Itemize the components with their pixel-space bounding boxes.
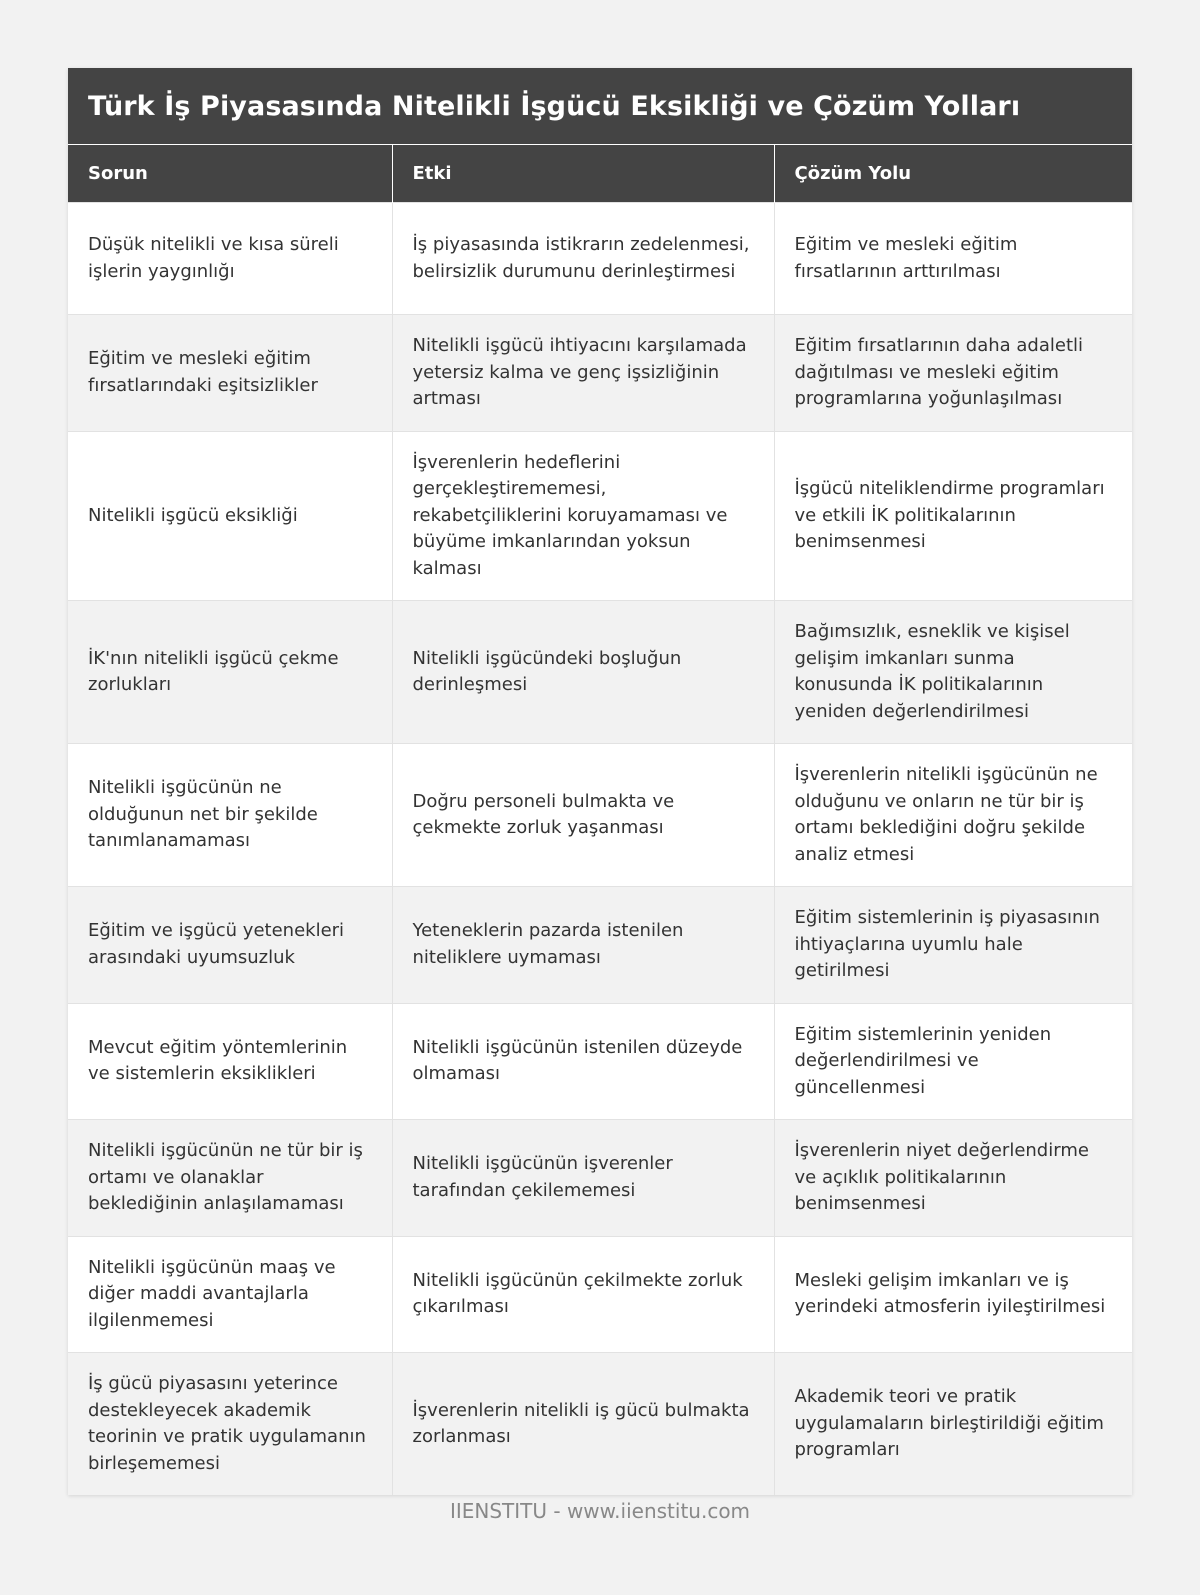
cell-sorun: Eğitim ve mesleki eğitim fırsatlarındaki eşitsizlikler (68, 315, 392, 432)
cell-sorun: Nitelikli işgücünün maaş ve diğer maddi avantajlarla ilgilenmemesi (68, 1236, 392, 1353)
table-row (68, 601, 1132, 744)
cell-etki: Nitelikli işgücünün istenilen düzeyde olmaması (392, 1003, 774, 1120)
data-table (68, 144, 1132, 1495)
cell-sorun: Eğitim ve işgücü yetenekleri arasındaki uyumsuzluk (68, 887, 392, 1004)
page-title: Türk İş Piyasasında Nitelikli İşgücü Eksikliği ve Çözüm Yolları (88, 90, 1021, 122)
cell-sorun: Nitelikli işgücü eksikliği (68, 431, 392, 601)
table-row (68, 1003, 1132, 1120)
cell-sorun: Mevcut eğitim yöntemlerinin ve sistemlerin eksiklikleri (68, 1003, 392, 1120)
table-row (68, 1236, 1132, 1353)
cell-etki: İş piyasasında istikrarın zedelenmesi, belirsizlik durumunu derinleştirmesi (392, 203, 774, 315)
cell-etki: Nitelikli işgücünün çekilmekte zorluk çıkarılması (392, 1236, 774, 1353)
cell-sorun: Nitelikli işgücünün ne olduğunun net bir şekilde tanımlanamaması (68, 744, 392, 887)
table-row (68, 1353, 1132, 1496)
title-bar (68, 68, 1132, 144)
cell-etki: İşverenlerin hedeflerini gerçekleştirememesi, rekabetçiliklerini koruyamaması ve büyüme imkanlarından yoksun kalması (392, 431, 774, 601)
cell-cozum-yolu: Akademik teori ve pratik uygulamaların birleştirildiği eğitim programları (774, 1353, 1132, 1496)
cell-cozum-yolu: Eğitim sistemlerinin iş piyasasının ihtiyaçlarına uyumlu hale getirilmesi (774, 887, 1132, 1004)
cell-cozum-yolu: Bağımsızlık, esneklik ve kişisel gelişim imkanları sunma konusunda İK politikalarının yeniden değerlendirilmesi (774, 601, 1132, 744)
table-card (68, 68, 1132, 1495)
cell-sorun: Düşük nitelikli ve kısa süreli işlerin yaygınlığı (68, 203, 392, 315)
cell-cozum-yolu: Mesleki gelişim imkanları ve iş yerindeki atmosferin iyileştirilmesi (774, 1236, 1132, 1353)
table-row (68, 1120, 1132, 1237)
cell-etki: Yeteneklerin pazarda istenilen niteliklere uymaması (392, 887, 774, 1004)
cell-cozum-yolu: İşverenlerin nitelikli işgücünün ne olduğunu ve onların ne tür bir iş ortamı beklediğini doğru şekilde analiz etmesi (774, 744, 1132, 887)
table-row (68, 887, 1132, 1004)
cell-cozum-yolu: Eğitim ve mesleki eğitim fırsatlarının arttırılması (774, 203, 1132, 315)
cell-etki: Doğru personeli bulmakta ve çekmekte zorluk yaşanması (392, 744, 774, 887)
cell-cozum-yolu: Eğitim sistemlerinin yeniden değerlendirilmesi ve güncellenmesi (774, 1003, 1132, 1120)
cell-sorun: İş gücü piyasasını yeterince destekleyecek akademik teorinin ve pratik uygulamanın birleşememesi (68, 1353, 392, 1496)
table-header-row (68, 145, 1132, 203)
cell-etki: İşverenlerin nitelikli iş gücü bulmakta zorlanması (392, 1353, 774, 1496)
cell-sorun: Nitelikli işgücünün ne tür bir iş ortamı ve olanaklar beklediğinin anlaşılamaması (68, 1120, 392, 1237)
table-row (68, 431, 1132, 601)
footer-credit: IIENSTITU - www.iienstitu.com (449, 1499, 751, 1523)
column-header-etki: Etki (392, 145, 774, 203)
cell-etki: Nitelikli işgücündeki boşluğun derinleşmesi (392, 601, 774, 744)
cell-cozum-yolu: İşverenlerin niyet değerlendirme ve açıklık politikalarının benimsenmesi (774, 1120, 1132, 1237)
cell-etki: Nitelikli işgücünün işverenler tarafından çekilememesi (392, 1120, 774, 1237)
column-header-cozum-yolu: Çözüm Yolu (774, 145, 1132, 203)
cell-etki: Nitelikli işgücü ihtiyacını karşılamada yetersiz kalma ve genç işsizliğinin artması (392, 315, 774, 432)
table-row (68, 203, 1132, 315)
table-row (68, 744, 1132, 887)
cell-cozum-yolu: İşgücü niteliklendirme programları ve etkili İK politikalarının benimsenmesi (774, 431, 1132, 601)
column-header-sorun: Sorun (68, 145, 392, 203)
cell-sorun: İK'nın nitelikli işgücü çekme zorlukları (68, 601, 392, 744)
table-row (68, 315, 1132, 432)
cell-cozum-yolu: Eğitim fırsatlarının daha adaletli dağıtılması ve mesleki eğitim programlarına yoğunlaşılması (774, 315, 1132, 432)
